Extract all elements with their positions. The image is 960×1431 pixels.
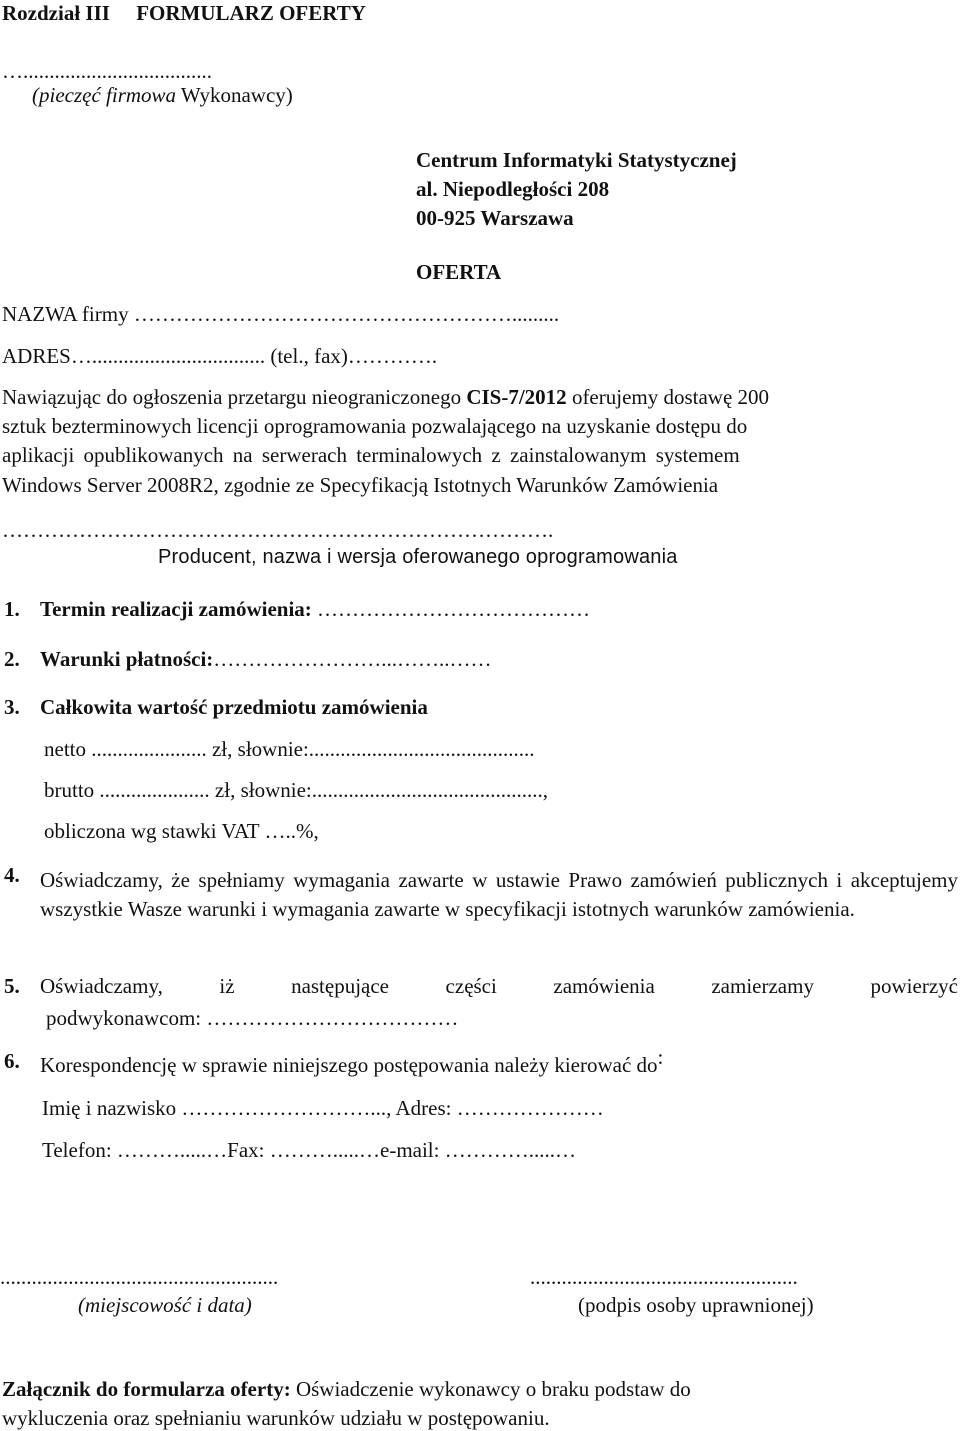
item-6-sentence: Korespondencję w sprawie niniejszego postępowania należy kierować do bbox=[40, 1053, 658, 1077]
signature-dots: ................................................... bbox=[530, 1265, 798, 1289]
attachment-note-line-1 bbox=[2, 1376, 691, 1402]
item-5-word: iż bbox=[219, 974, 235, 998]
item-5-word: części bbox=[445, 974, 497, 998]
item-2-dots: ……………………...……..…… bbox=[213, 647, 492, 671]
item-5-line-1 bbox=[40, 973, 958, 999]
tender-reference: CIS-7/2012 bbox=[466, 385, 567, 409]
intro-line-3: aplikacji opublikowanych na serwerach terminalowych z zainstalowanym systemem bbox=[2, 443, 740, 467]
stamp-label-rest: Wykonawcy) bbox=[176, 83, 293, 107]
attachment-note-line-2: wykluczenia oraz spełnianiu warunków udziału w postępowaniu. bbox=[2, 1406, 550, 1430]
vat-rate-line: obliczona wg stawki VAT …..%, bbox=[44, 819, 319, 843]
form-title: FORMULARZ OFERTY bbox=[136, 1, 366, 25]
software-caption: Producent, nazwa i wersja oferowanego oprogramowania bbox=[158, 546, 678, 568]
place-date-label: (miejscowość i data) bbox=[78, 1293, 252, 1317]
intro-line-2: sztuk bezterminowych licencji oprogramowania pozwalającego na uzyskanie dostępu do bbox=[2, 414, 748, 438]
item-5-word: Oświadczamy, bbox=[40, 974, 163, 998]
item-6-text bbox=[40, 1045, 664, 1078]
item-4-statement: Oświadczamy, że spełniamy wymagania zawarte w ustawie Prawo zamówień publicznych i akceptujemy wszystkie Wasze warunki i wymagania zawarte w specyfikacji istotnych warunków zamówienia. bbox=[40, 868, 958, 921]
item-2-number: 2. bbox=[4, 647, 20, 671]
item-1-number: 1. bbox=[4, 597, 20, 621]
stamp-label-italic: (pieczęć firmowa bbox=[32, 83, 177, 107]
chapter-heading bbox=[2, 0, 366, 26]
intro-line-4: Windows Server 2008R2, zgodnie ze Specyfikacją Istotnych Warunków Zamówienia bbox=[2, 473, 719, 497]
item-1-label: Termin realizacji zamówienia: bbox=[40, 597, 312, 621]
item-1 bbox=[40, 596, 590, 622]
intro-text-pre: Nawiązując do ogłoszenia przetargu nieograniczonego bbox=[2, 385, 467, 409]
gross-value-line: brutto ..................... zł, słownie:............................................, bbox=[44, 778, 548, 802]
signature-label: (podpis osoby uprawnionej) bbox=[578, 1293, 814, 1317]
recipient-city: 00-925 Warszawa bbox=[416, 206, 574, 230]
recipient-street: al. Niepodległości 208 bbox=[416, 177, 610, 201]
stamp-dots: ….................................... bbox=[2, 59, 212, 83]
item-2-label: Warunki płatności: bbox=[40, 647, 214, 671]
item-1-dots: ………………………………… bbox=[311, 597, 591, 621]
intro-text-post: oferujemy dostawę 200 bbox=[566, 385, 770, 409]
company-name-line: NAZWA firmy ………………………………………………......... bbox=[2, 302, 560, 326]
item-2 bbox=[40, 646, 492, 672]
software-dots: ……………………………………………………………………. bbox=[2, 518, 554, 542]
item-4-number: 4. bbox=[4, 863, 20, 887]
item-6-number: 6. bbox=[4, 1049, 20, 1073]
attachment-text: Oświadczenie wykonawcy o braku podstaw do bbox=[290, 1377, 691, 1401]
place-date-dots: ..................................................... bbox=[0, 1265, 279, 1289]
item-5-number: 5. bbox=[4, 974, 20, 998]
contact-name-line: Imię i nazwisko ………………………..., Adres: ………………… bbox=[42, 1096, 604, 1120]
company-address-line: ADRES…................................. (tel., fax)…………. bbox=[2, 344, 438, 368]
intro-line-1 bbox=[2, 384, 769, 410]
item-3-number: 3. bbox=[4, 695, 20, 719]
contact-phone-line: Telefon: ……….....…Fax: ……….....…e-mail: ………….....… bbox=[42, 1138, 576, 1162]
item-5-word: powierzyć bbox=[870, 974, 958, 998]
item-6-colon: : bbox=[657, 1045, 664, 1069]
item-5-line-2: podwykonawcom: ……………………………… bbox=[46, 1006, 459, 1030]
stamp-label bbox=[32, 82, 293, 108]
offer-title: OFERTA bbox=[416, 260, 502, 284]
item-5-word: następujące bbox=[291, 974, 390, 998]
chapter-label: Rozdział III bbox=[2, 1, 110, 25]
net-value-line: netto ...................... zł, słownie:........................................... bbox=[44, 737, 535, 761]
attachment-label: Załącznik do formularza oferty: bbox=[2, 1377, 291, 1401]
item-5-word: zamierzamy bbox=[711, 974, 814, 998]
item-5-word: zamówienia bbox=[553, 974, 655, 998]
recipient-name: Centrum Informatyki Statystycznej bbox=[416, 148, 737, 172]
item-3-label: Całkowita wartość przedmiotu zamówienia bbox=[40, 695, 428, 719]
